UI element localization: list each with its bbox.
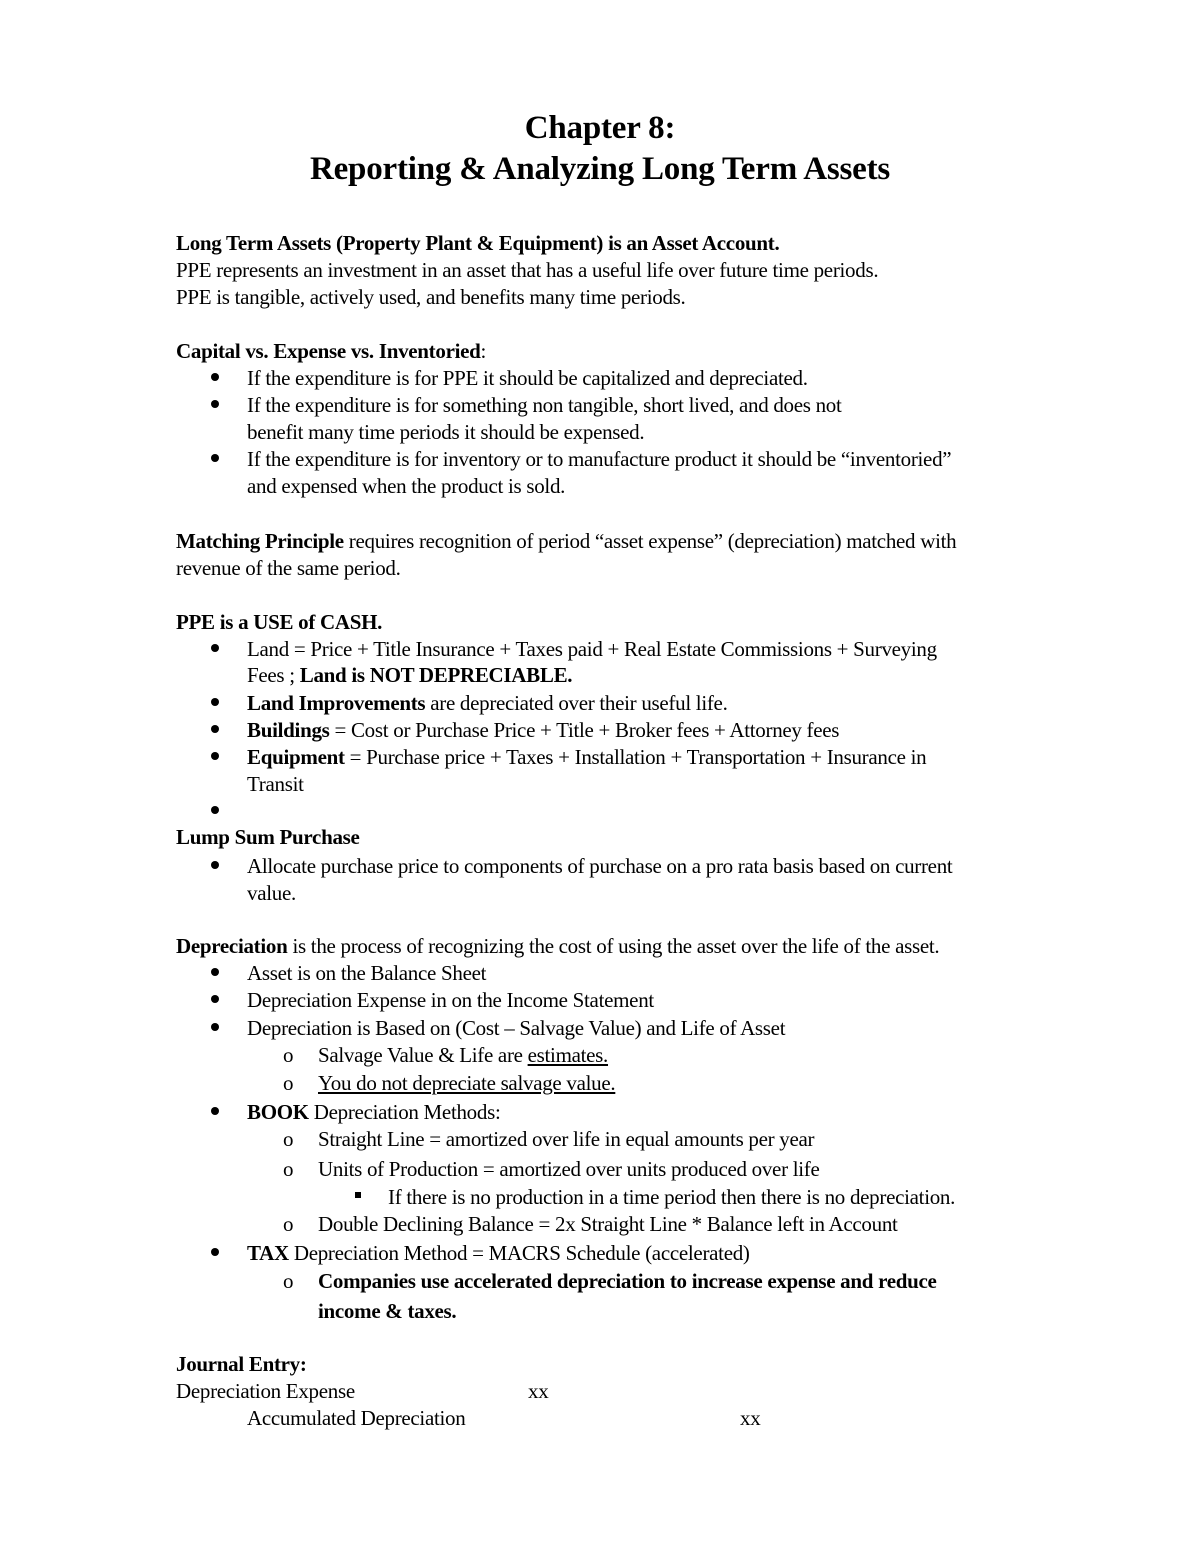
sub-list-item	[318, 1042, 608, 1068]
bullet-icon	[211, 968, 219, 976]
land-fees-text: Fees ;	[247, 663, 300, 687]
sub-list-item: Units of Production = amortized over units produced over life	[318, 1157, 820, 1181]
list-item-continued: benefit many time periods it should be expensed.	[247, 420, 645, 444]
estimates-text: estimates.	[527, 1043, 609, 1067]
journal-debit-amount: xx	[528, 1379, 549, 1403]
depreciation-definition-text: is the process of recognizing the cost of using the asset over the life of the asset.	[287, 934, 940, 958]
sub-list-item: Double Declining Balance = 2x Straight Line * Balance left in Account	[318, 1212, 898, 1236]
journal-heading: Journal Entry:	[176, 1352, 307, 1376]
intro-line: PPE represents an investment in an asset that has a useful life over future time periods.	[176, 258, 879, 282]
bullet-icon	[211, 698, 219, 706]
tax-term: TAX	[247, 1241, 289, 1265]
list-item	[247, 690, 728, 716]
list-item-continued: value.	[247, 881, 296, 905]
sub-list-item: Companies use accelerated depreciation to increase expense and reduce	[318, 1269, 937, 1293]
bullet-icon	[211, 752, 219, 760]
list-item: If the expenditure is for inventory or to manufacture product it should be “inventoried”	[247, 447, 952, 471]
circle-bullet-icon: o	[283, 1157, 294, 1181]
sub-list-item-continued: income & taxes.	[318, 1299, 457, 1323]
sub-sub-list-item: If there is no production in a time period then there is no depreciation.	[388, 1185, 956, 1209]
list-item	[247, 744, 926, 770]
land-not-depreciable: Land is NOT DEPRECIABLE.	[299, 663, 573, 687]
list-item: Depreciation is Based on (Cost – Salvage Value) and Life of Asset	[247, 1016, 786, 1040]
list-item-continued: Transit	[247, 772, 304, 796]
bullet-icon	[211, 373, 219, 381]
list-item: Depreciation Expense in on the Income Statement	[247, 988, 654, 1012]
list-item	[247, 1099, 501, 1125]
tax-text: Depreciation Method = MACRS Schedule (accelerated)	[288, 1241, 750, 1265]
land-improvements-term: Land Improvements	[247, 691, 426, 715]
depreciation-definition	[176, 933, 939, 959]
matching-principle	[176, 528, 956, 554]
intro-heading: Long Term Assets (Property Plant & Equipment) is an Asset Account.	[176, 231, 780, 255]
circle-bullet-icon: o	[283, 1043, 294, 1067]
buildings-text: = Cost or Purchase Price + Title + Broker fees + Attorney fees	[329, 718, 840, 742]
circle-bullet-icon: o	[283, 1212, 294, 1236]
list-item: If the expenditure is for PPE it should be capitalized and depreciated.	[247, 366, 808, 390]
list-item: Asset is on the Balance Sheet	[247, 961, 487, 985]
capital-heading-colon: :	[480, 339, 487, 363]
equipment-text: = Purchase price + Taxes + Installation + Transportation + Insurance in	[344, 745, 927, 769]
journal-debit-account: Depreciation Expense	[176, 1379, 355, 1403]
list-item: Land = Price + Title Insurance + Taxes paid + Real Estate Commissions + Surveying	[247, 637, 937, 661]
journal-credit-account: Accumulated Depreciation	[247, 1406, 466, 1430]
intro-line: PPE is tangible, actively used, and benefits many time periods.	[176, 285, 686, 309]
square-bullet-icon	[355, 1192, 361, 1198]
capital-heading-text: Capital vs. Expense vs. Inventoried	[176, 339, 481, 363]
list-item-continued	[247, 662, 572, 688]
capital-heading	[176, 338, 486, 364]
list-item	[247, 1240, 750, 1266]
list-item: If the expenditure is for something non tangible, short lived, and does not	[247, 393, 842, 417]
list-item-continued: and expensed when the product is sold.	[247, 474, 566, 498]
lump-sum-heading: Lump Sum Purchase	[176, 825, 360, 849]
matching-principle-continued: revenue of the same period.	[176, 556, 401, 580]
bullet-icon	[211, 725, 219, 733]
matching-principle-term: Matching Principle	[176, 529, 344, 553]
book-text: Depreciation Methods:	[308, 1100, 501, 1124]
chapter-title: Chapter 8:	[524, 110, 676, 146]
list-item: Allocate purchase price to components of purchase on a pro rata basis based on current	[247, 854, 953, 878]
sub-list-item: You do not depreciate salvage value.	[318, 1071, 616, 1095]
circle-bullet-icon: o	[283, 1071, 294, 1095]
chapter-subtitle: Reporting & Analyzing Long Term Assets	[309, 151, 891, 187]
bullet-icon	[211, 644, 219, 652]
bullet-icon	[211, 806, 219, 814]
circle-bullet-icon: o	[283, 1127, 294, 1151]
circle-bullet-icon: o	[283, 1269, 294, 1293]
bullet-icon	[211, 1107, 219, 1115]
buildings-term: Buildings	[247, 718, 330, 742]
ppe-heading: PPE is a USE of CASH.	[176, 610, 383, 634]
journal-credit-amount: xx	[740, 1406, 761, 1430]
bullet-icon	[211, 400, 219, 408]
list-item	[247, 717, 839, 743]
bullet-icon	[211, 995, 219, 1003]
land-improvements-text: are depreciated over their useful life.	[425, 691, 728, 715]
salvage-text: Salvage Value & Life are	[318, 1043, 528, 1067]
book-term: BOOK	[247, 1100, 309, 1124]
bullet-icon	[211, 454, 219, 462]
depreciation-term: Depreciation	[176, 934, 288, 958]
matching-principle-text: requires recognition of period “asset expense” (depreciation) matched with	[343, 529, 957, 553]
bullet-icon	[211, 1023, 219, 1031]
bullet-icon	[211, 1248, 219, 1256]
sub-list-item: Straight Line = amortized over life in equal amounts per year	[318, 1127, 815, 1151]
bullet-icon	[211, 861, 219, 869]
equipment-term: Equipment	[247, 745, 345, 769]
